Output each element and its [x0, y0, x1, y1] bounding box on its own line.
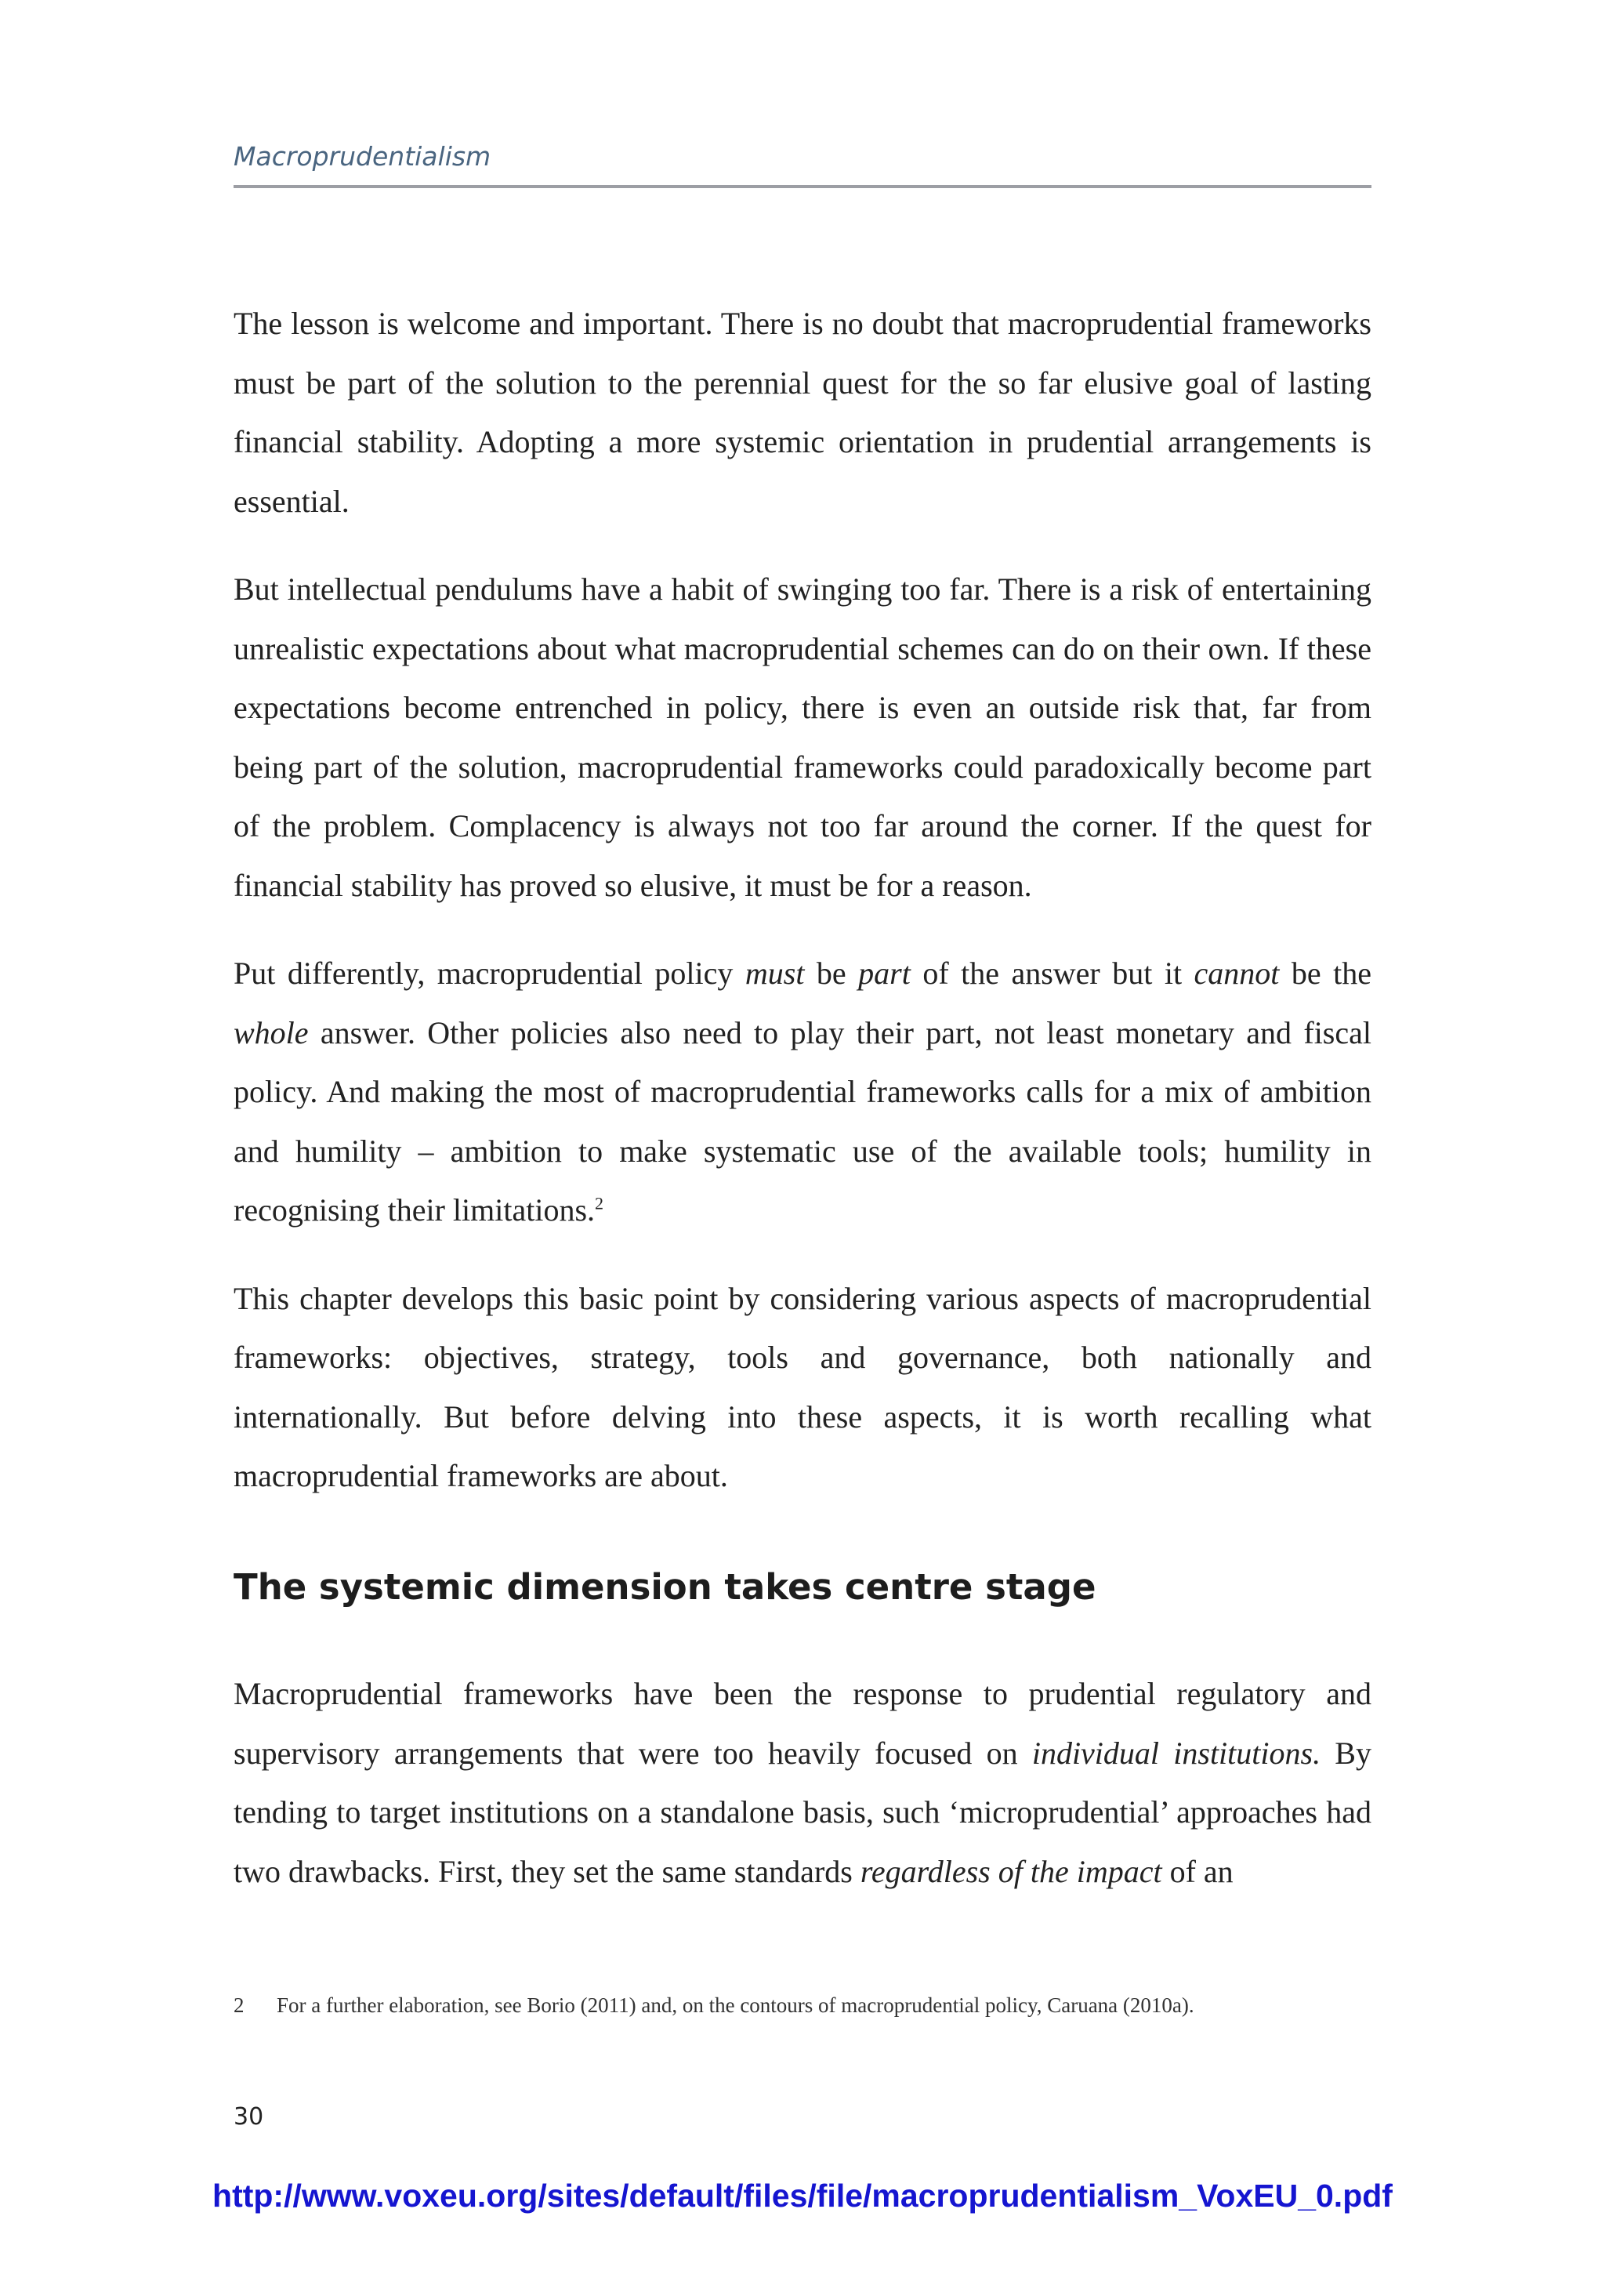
emphasis-part: part [858, 956, 911, 991]
header-divider [234, 185, 1371, 188]
body-text [234, 294, 1371, 1535]
section-body-text [234, 1664, 1371, 1930]
footnote-marker[interactable]: 2 [595, 1193, 604, 1213]
section-heading: The systemic dimension takes centre stage [234, 1566, 1096, 1608]
footnote-number: 2 [234, 1993, 245, 2017]
text-run: of the answer but it [910, 956, 1194, 991]
emphasis-cannot: cannot [1194, 956, 1280, 991]
paragraph-1: The lesson is welcome and important. There is no doubt that macroprudential frameworks must be part of the solution to the perennial quest for the so far elusive goal of lasting financial stability. Adopting a more systemic orientation in prudential arrangements is essential. [234, 306, 1371, 519]
paragraph-3 [234, 944, 1371, 1240]
footnote [234, 1993, 1371, 2018]
emphasis-must: must [745, 956, 805, 991]
paragraph-2: But intellectual pendulums have a habit of swinging too far. There is a risk of entertaining unrealistic expectations about what macroprudential schemes can do on their own. If these expectations become entrenched in policy, there is even an outside risk that, far from being part of the solution, macroprudential frameworks could paradoxically become part of the problem. Complacency is always not too far around the corner. If the quest for financial stability has proved so elusive, it must be for a reason. [234, 571, 1371, 903]
paragraph-5 [234, 1664, 1371, 1901]
text-run: be [804, 956, 859, 991]
emphasis-regardless-of-impact: regardless of the impact [860, 1853, 1162, 1889]
page-number: 30 [234, 2103, 264, 2131]
text-run: Put differently, macroprudential policy [234, 956, 745, 991]
text-run: By tending to target institutions on a standalone basis, such ‘microprudential’ approaches had two drawbacks. First, they set the same standards [234, 1735, 1371, 1889]
emphasis-whole: whole [234, 1014, 309, 1050]
footnote-text: For a further elaboration, see Borio (2011) and, on the contours of macroprudential policy, Caruana (2010a). [277, 1993, 1194, 2017]
source-url-link[interactable]: http://www.voxeu.org/sites/default/files/file/macroprudentialism_VoxEU_0.pdf [212, 2178, 1393, 2214]
text-run: Macroprudential frameworks have been the response to prudential regulatory and supervisory arrangements that were too heavily focused on [234, 1676, 1371, 1771]
text-run: answer. Other policies also need to play their part, not least monetary and fiscal policy. And making the most of macroprudential frameworks calls for a mix of ambition and humility – ambition to make systematic use of the available tools; humility in recognising their limitations. [234, 1014, 1371, 1228]
text-run: be the [1279, 956, 1372, 991]
paragraph-4: This chapter develops this basic point by considering various aspects of macroprudential frameworks: objectives, strategy, tools and governance, both nationally and internationally. But before delving into these aspects, it is worth recalling what macroprudential frameworks are about. [234, 1280, 1371, 1493]
emphasis-individual-institutions: individual institutions. [1031, 1735, 1321, 1771]
running-header-title: Macroprudentialism [234, 141, 491, 172]
text-run: of an [1161, 1853, 1234, 1889]
